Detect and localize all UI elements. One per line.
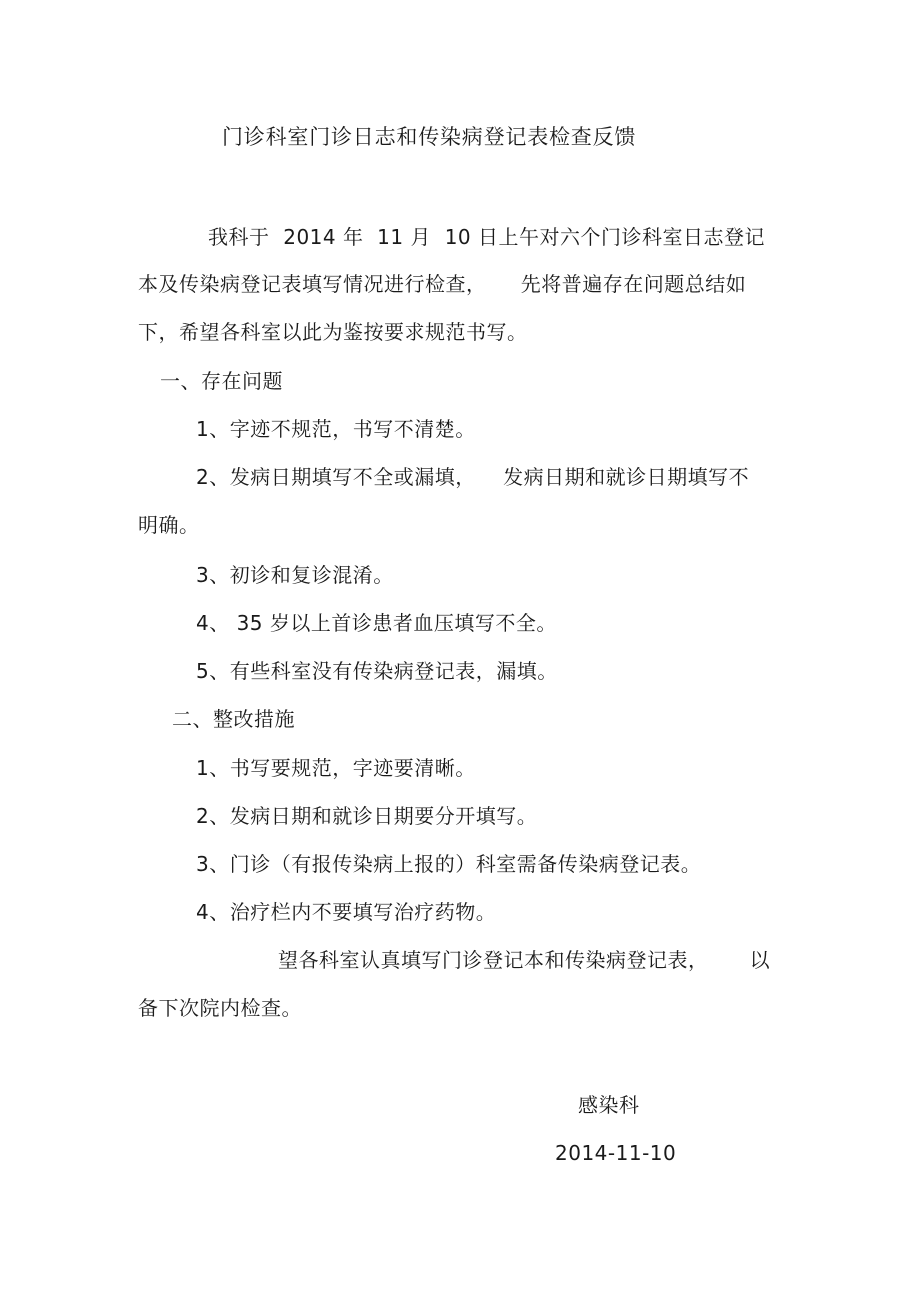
intro-line-3: 下，希望各科室以此为鉴按要求规范书写。 (138, 320, 528, 344)
problem-item-5: 5、有些科室没有传染病登记表，漏填。 (196, 659, 558, 683)
measure-item-1: 1、书写要规范，字迹要清晰。 (196, 756, 476, 780)
document-title: 门诊科室门诊日志和传染病登记表检查反馈 (222, 125, 637, 149)
intro-line-1: 我科于 2014 年 11 月 10 日上午对六个门诊科室日志登记 (208, 225, 766, 249)
section-heading-measures: 二、整改措施 (172, 707, 295, 731)
closing-line-1: 望各科室认真填写门诊登记本和传染病登记表， 以 (278, 948, 771, 972)
section-heading-problems: 一、存在问题 (160, 369, 283, 393)
problem-item-4: 4、 35 岁以上首诊患者血压填写不全。 (196, 611, 557, 635)
closing-line-2: 备下次院内检查。 (138, 996, 302, 1020)
signature-department: 感染科 (578, 1093, 640, 1117)
problem-item-2-continued: 明确。 (138, 513, 200, 537)
measure-item-4: 4、治疗栏内不要填写治疗药物。 (196, 900, 497, 924)
measure-item-3: 3、门诊（有报传染病上报的）科室需备传染病登记表。 (196, 852, 702, 876)
measure-item-2: 2、发病日期和就诊日期要分开填写。 (196, 804, 538, 828)
problem-item-3: 3、初诊和复诊混淆。 (196, 563, 394, 587)
intro-line-2: 本及传染病登记表填写情况进行检查， 先将普遍存在问题总结如 (138, 272, 747, 296)
problem-item-2: 2、发病日期填写不全或漏填， 发病日期和就诊日期填写不 (196, 465, 750, 489)
problem-item-1: 1、字迹不规范，书写不清楚。 (196, 417, 476, 441)
signature-date: 2014-11-10 (555, 1141, 677, 1165)
